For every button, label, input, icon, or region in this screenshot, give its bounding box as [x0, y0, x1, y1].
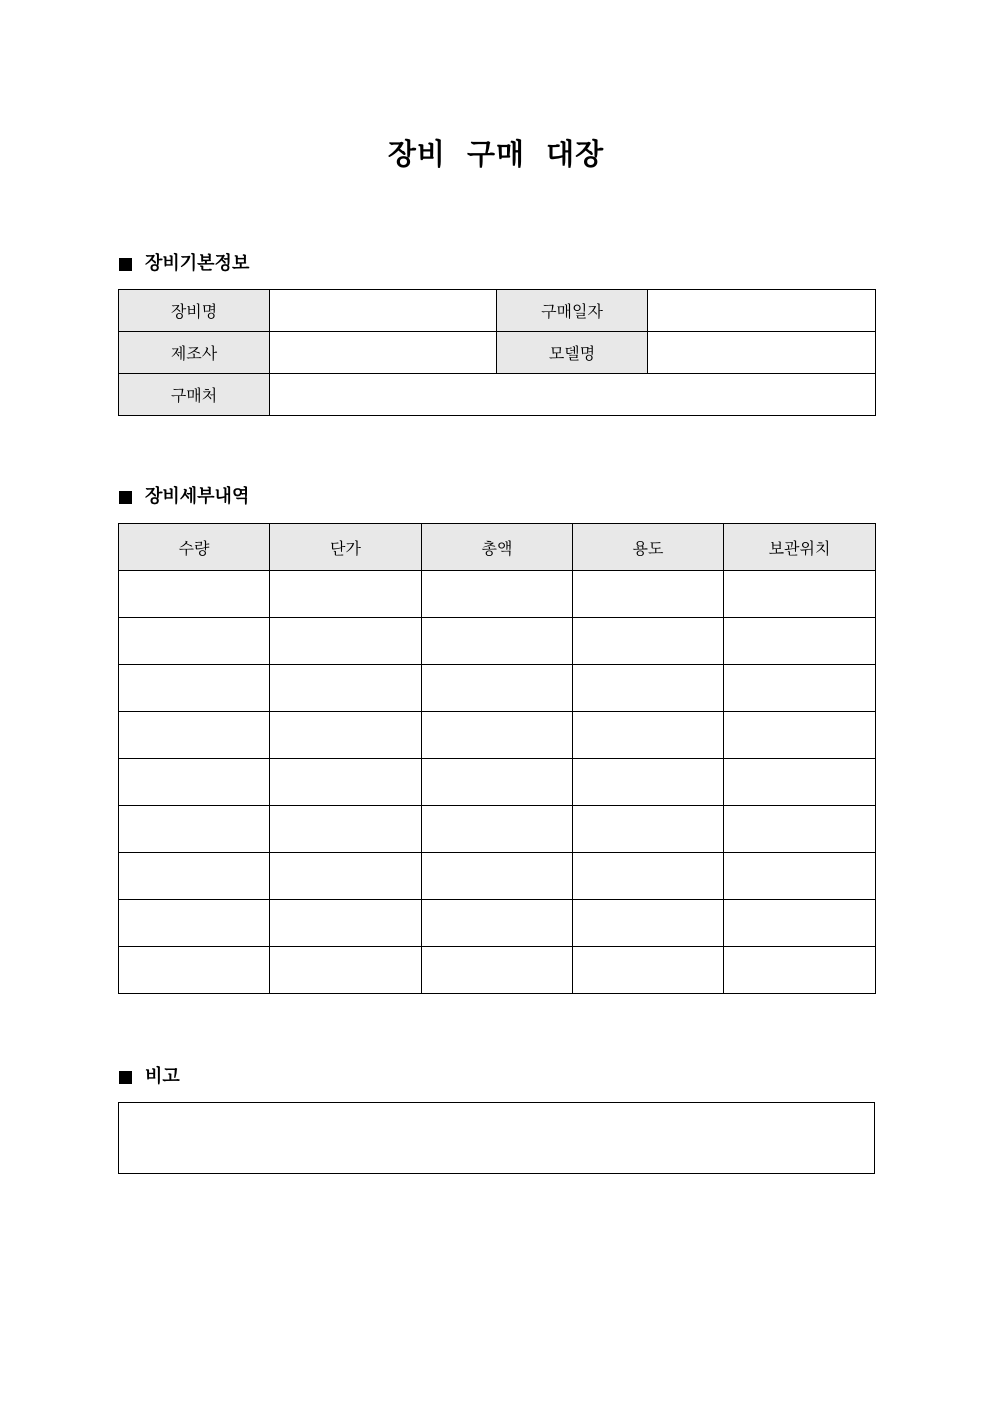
column-header-storage-location: 보관위치 [724, 524, 876, 571]
table-cell[interactable] [573, 900, 724, 947]
vendor-label: 구매처 [119, 374, 270, 416]
table-cell[interactable] [270, 900, 422, 947]
table-cell[interactable] [422, 853, 573, 900]
manufacturer-label: 제조사 [119, 332, 270, 374]
table-cell[interactable] [573, 759, 724, 806]
page-title: 장비 구매 대장 [387, 137, 605, 171]
table-row [119, 853, 876, 900]
basic-info-table [118, 289, 876, 416]
model-name-field[interactable] [648, 332, 876, 374]
table-cell[interactable] [573, 853, 724, 900]
table-cell[interactable] [270, 571, 422, 618]
column-header-quantity: 수량 [119, 524, 270, 571]
table-cell[interactable] [270, 806, 422, 853]
table-cell[interactable] [422, 712, 573, 759]
equipment-name-label: 장비명 [119, 290, 270, 332]
table-row [119, 618, 876, 665]
table-cell[interactable] [724, 712, 876, 759]
manufacturer-field[interactable] [270, 332, 497, 374]
table-cell[interactable] [270, 853, 422, 900]
basic-info-row [119, 332, 876, 374]
table-cell[interactable] [422, 665, 573, 712]
table-cell[interactable] [724, 900, 876, 947]
purchase-date-field[interactable] [648, 290, 876, 332]
table-cell[interactable] [724, 571, 876, 618]
table-cell[interactable] [573, 806, 724, 853]
remarks-heading-text: 비고 [145, 1066, 180, 1087]
details-heading-text: 장비세부내역 [145, 486, 250, 507]
equipment-name-field[interactable] [270, 290, 497, 332]
table-cell[interactable] [724, 806, 876, 853]
table-row [119, 665, 876, 712]
table-row [119, 712, 876, 759]
square-bullet-icon [119, 491, 132, 504]
table-cell[interactable] [119, 853, 270, 900]
basic-info-row [119, 374, 876, 416]
table-cell[interactable] [422, 571, 573, 618]
table-cell[interactable] [119, 665, 270, 712]
table-row [119, 759, 876, 806]
table-row [119, 947, 876, 994]
table-cell[interactable] [119, 806, 270, 853]
table-cell[interactable] [270, 712, 422, 759]
table-cell[interactable] [573, 712, 724, 759]
column-header-purpose: 용도 [573, 524, 724, 571]
table-cell[interactable] [422, 900, 573, 947]
details-table [118, 523, 876, 994]
table-cell[interactable] [422, 759, 573, 806]
table-cell[interactable] [573, 571, 724, 618]
remarks-heading [119, 1065, 180, 1089]
purchase-date-label: 구매일자 [497, 290, 648, 332]
details-header-row [119, 524, 876, 571]
table-cell[interactable] [724, 947, 876, 994]
table-cell[interactable] [422, 806, 573, 853]
details-heading [119, 485, 249, 509]
square-bullet-icon [119, 1071, 132, 1084]
table-cell[interactable] [724, 665, 876, 712]
basic-info-heading [119, 252, 249, 276]
table-cell[interactable] [119, 900, 270, 947]
table-cell[interactable] [573, 947, 724, 994]
table-cell[interactable] [119, 759, 270, 806]
table-cell[interactable] [119, 947, 270, 994]
table-row [119, 900, 876, 947]
table-cell[interactable] [270, 759, 422, 806]
square-bullet-icon [119, 258, 132, 271]
vendor-field[interactable] [270, 374, 876, 416]
table-row [119, 806, 876, 853]
table-cell[interactable] [422, 618, 573, 665]
table-cell[interactable] [573, 665, 724, 712]
table-cell[interactable] [270, 665, 422, 712]
table-cell[interactable] [119, 618, 270, 665]
model-name-label: 모델명 [497, 332, 648, 374]
column-header-unit-price: 단가 [270, 524, 422, 571]
basic-info-heading-text: 장비기본정보 [145, 253, 250, 274]
table-cell[interactable] [119, 571, 270, 618]
table-cell[interactable] [724, 759, 876, 806]
table-cell[interactable] [573, 618, 724, 665]
table-cell[interactable] [270, 947, 422, 994]
table-cell[interactable] [422, 947, 573, 994]
remarks-field[interactable] [118, 1102, 875, 1174]
table-cell[interactable] [119, 712, 270, 759]
basic-info-row [119, 290, 876, 332]
table-row [119, 571, 876, 618]
table-cell[interactable] [724, 618, 876, 665]
table-cell[interactable] [724, 853, 876, 900]
table-cell[interactable] [270, 618, 422, 665]
column-header-total: 총액 [422, 524, 573, 571]
